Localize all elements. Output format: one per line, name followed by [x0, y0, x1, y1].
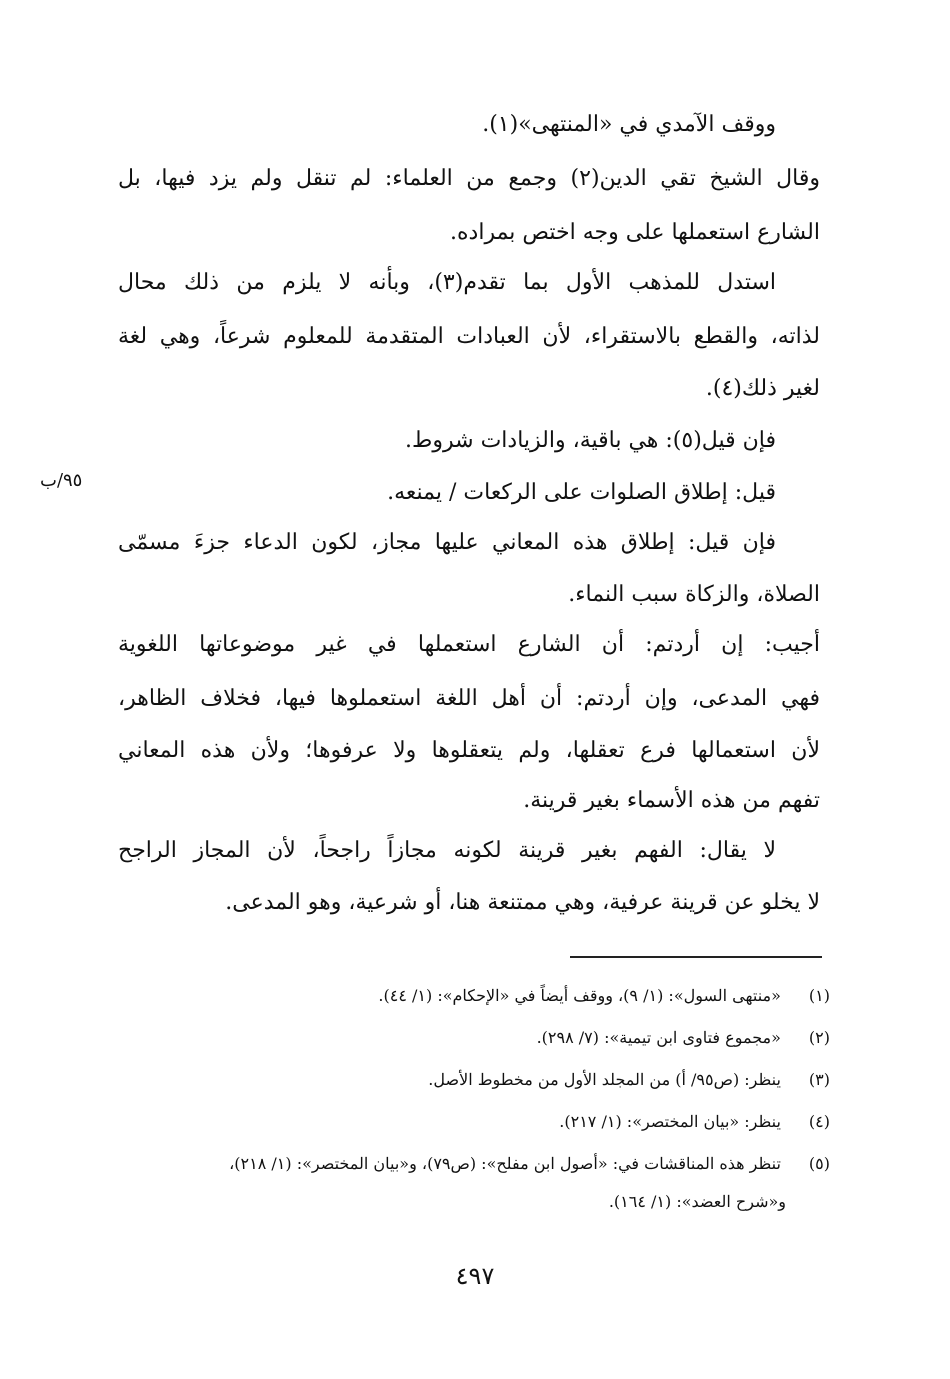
- text-line: قيل: إطلاق الصلوات على الركعات / يمنعه.: [387, 480, 776, 505]
- footnote-continuation: [110, 1192, 830, 1211]
- text-line: لذاته، والقطع بالاستقراء، لأن العبادات المتقدمة للمعلوم شرعاً، وهي لغة: [118, 324, 820, 349]
- footnote-separator: [570, 956, 822, 958]
- text-line: لا يقال: الفهم بغير قرينة لكونه مجازاً راجحاً، لأن المجاز الراجح: [118, 838, 776, 863]
- footnote-number: (٣): [808, 1070, 830, 1089]
- footnote-number: (١): [808, 986, 830, 1005]
- manuscript-folio-marker: ٩٥/ب: [40, 470, 83, 491]
- footnote-item: [110, 1028, 830, 1047]
- text-line: لا يخلو عن قرينة عرفية، وهي ممتنعة هنا، أو شرعية، وهو المدعى.: [225, 890, 820, 915]
- footnote-number: (٢): [808, 1028, 830, 1047]
- footnote-number: (٥): [808, 1154, 830, 1173]
- text-line: تفهم من هذه الأسماء بغير قرينة.: [523, 788, 820, 813]
- footnote-text: و«شرح العضد»: (١/ ١٦٤).: [608, 1192, 786, 1211]
- footnote-item: [110, 1070, 830, 1089]
- footnote-text: تنظر هذه المناقشات في: «أصول ابن مفلح»: (ص٧٩)، و«بيان المختصر»: (١/ ٢١٨)،: [229, 1154, 781, 1173]
- footnote-number: (٤): [808, 1112, 830, 1131]
- footnote-item: [110, 986, 830, 1005]
- footnote-text: ينظر: (ص٩٥/ أ) من المجلد الأول من مخطوط الأصل.: [428, 1070, 781, 1089]
- footnote-item: [110, 1112, 830, 1131]
- text-line: لأن استعمالها فرع تعقلها، ولم يتعقلوها ولا عرفوها؛ ولأن هذه المعاني: [118, 738, 820, 763]
- text-line: وقال الشيخ تقي الدين(٢) وجمع من العلماء: لم تنقل ولم يزد فيها، بل: [118, 166, 820, 191]
- footnote-item: [110, 1154, 830, 1173]
- text-line: فإن قيل(٥): هي باقية، والزيادات شروط.: [405, 428, 776, 453]
- text-line: استدل للمذهب الأول بما تقدم(٣)، وبأنه لا يلزم من ذلك محال: [118, 270, 777, 295]
- text-line: فإن قيل: إطلاق هذه المعاني عليها مجاز، لكون الدعاء جزءَ مسمّى: [118, 530, 776, 555]
- text-line: أجيب: إن أردتم: أن الشارع استعملها في غير موضوعاتها اللغوية: [118, 632, 820, 657]
- text-line: ووقف الآمدي في «المنتهى»(١).: [482, 112, 776, 137]
- footnote-text: «منتهى السول»: (١/ ٩)، ووقف أيضاً في «الإحكام»: (١/ ٤٤).: [378, 986, 781, 1005]
- text-line: لغير ذلك(٤).: [705, 376, 820, 401]
- text-line: فهي المدعى، وإن أردتم: أن أهل اللغة استعملوها فيها، فخلاف الظاهر،: [118, 686, 820, 711]
- footnote-text: «مجموع فتاوى ابن تيمية»: (٧/ ٢٩٨).: [536, 1028, 781, 1047]
- page-number: ٤٩٧: [455, 1262, 495, 1290]
- text-line: الشارع استعملها على وجه اختص بمراده.: [450, 220, 820, 245]
- text-line: الصلاة، والزكاة سبب النماء.: [568, 582, 820, 607]
- footnote-text: ينظر: «بيان المختصر»: (١/ ٢١٧).: [559, 1112, 781, 1131]
